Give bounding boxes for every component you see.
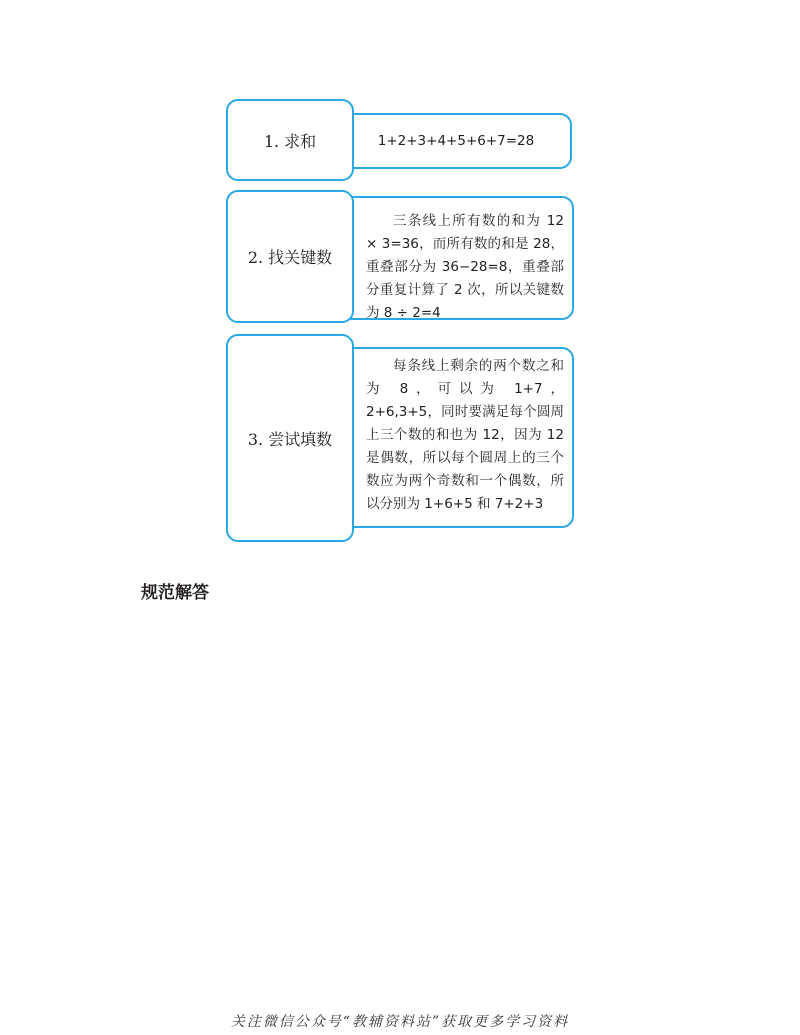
step-3-content: 每条线上剩余的两个数之和为 8，可以为 1+7，2+6,3+5，同时要满足每个圆周上三个数的和也为 12，因为 12 是偶数，所以每个圆周上的三个数应为两个奇数和一个偶数，所以分别为 1+6+5 和 7+2+3 xyxy=(366,358,564,512)
step-3-content-box xyxy=(340,347,574,528)
footer-note: 关注微信公众号“教辅资料站”获取更多学习资料 xyxy=(230,1014,570,1030)
step-1-content-box xyxy=(340,113,572,169)
step-2-content: 三条线上所有数的和为 12 × 3=36，而所有数的和是 28，重叠部分为 36−28=8，重叠部分重复计算了 2 次，所以关键数为 8 ÷ 2=4 xyxy=(366,213,564,321)
step-1-content: 1+2+3+4+5+6+7=28 xyxy=(377,133,535,149)
step-1-label: 1. 求和 xyxy=(263,131,317,151)
section-title: 规范解答 xyxy=(141,583,209,603)
step-1-label-box xyxy=(226,99,354,181)
step-2-content-box xyxy=(340,196,574,320)
step-3-label: 3. 尝试填数 xyxy=(247,429,333,449)
step-3-label-box xyxy=(226,334,354,542)
step-2-label-box xyxy=(226,190,354,323)
step-2-label: 2. 找关键数 xyxy=(247,248,333,267)
